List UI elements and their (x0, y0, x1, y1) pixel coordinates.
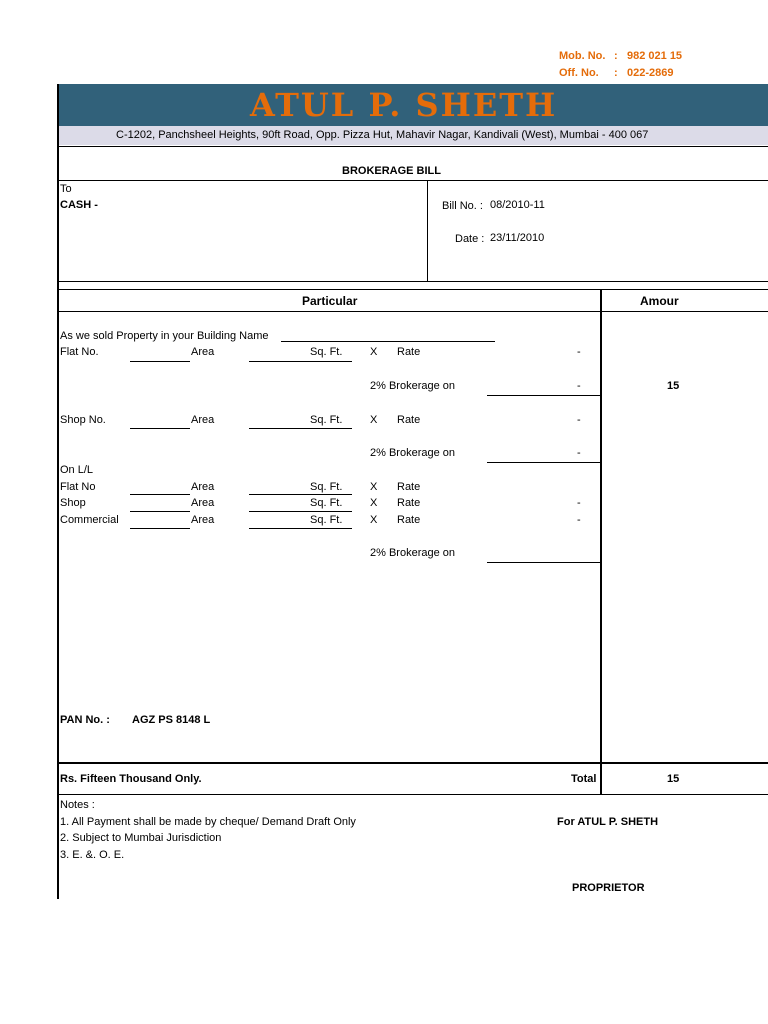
for-signatory: For ATUL P. SHETH (557, 816, 659, 828)
shop-area-label: Area (191, 414, 215, 426)
ll-shop-label: Shop (60, 497, 86, 509)
ll-flat-rate-label: Rate (397, 481, 421, 493)
ll-flat-label: Flat No (60, 481, 96, 493)
shop-rate-value: - (577, 414, 581, 426)
amount-in-words: Rs. Fifteen Thousand Only. (60, 773, 202, 785)
ll-commercial-rate-label: Rate (397, 514, 421, 526)
pan-label: PAN No. : (60, 714, 110, 726)
note-item: 2. Subject to Mumbai Jurisdiction (60, 832, 222, 844)
divider-top (57, 146, 768, 147)
brokerage-line-3 (487, 562, 601, 563)
brokerage-line-1 (487, 395, 601, 396)
ll-flat-area-line (249, 494, 352, 495)
left-border (57, 84, 59, 899)
total-top (57, 762, 768, 764)
ll-commercial-x: X (370, 514, 378, 526)
divider-to-bill (427, 180, 428, 282)
flat-area-label: Area (191, 346, 215, 358)
brokerage-line-2 (487, 462, 601, 463)
ll-shop-area-label: Area (191, 497, 215, 509)
brokerage-value-1: - (577, 380, 581, 392)
ll-flat-no-line (130, 494, 190, 495)
flat-sqft-label: Sq. Ft. (310, 346, 343, 358)
flat-no-line (130, 361, 190, 362)
ll-shop-rate-label: Rate (397, 497, 421, 509)
ll-commercial-sqft-label: Sq. Ft. (310, 514, 343, 526)
to-label: To (60, 183, 72, 195)
brokerage-label-1: 2% Brokerage on (370, 380, 455, 392)
off-value: 022-2869 (627, 67, 674, 79)
shop-rate-label: Rate (397, 414, 421, 426)
business-name: ATUL P. SHETH (250, 86, 558, 124)
notes-title: Notes : (60, 799, 95, 811)
brokerage-label-3: 2% Brokerage on (370, 547, 455, 559)
shop-label: Shop No. (60, 414, 106, 426)
bill-no-label: Bill No. : (442, 200, 483, 212)
total-value: 15 (667, 773, 680, 785)
ll-shop-no-line (130, 511, 190, 512)
proprietor-label: PROPRIETOR (572, 882, 645, 894)
amount-header: Amour (640, 294, 679, 308)
date-value: 23/11/2010 (490, 232, 545, 244)
brokerage-label-2: 2% Brokerage on (370, 447, 455, 459)
flat-label: Flat No. (60, 346, 99, 358)
amount-value-1: 15 (667, 380, 680, 392)
ll-shop-x: X (370, 497, 378, 509)
total-label: Total (571, 773, 597, 785)
brokerage-value-2: - (577, 447, 581, 459)
off-label: Off. No. (559, 67, 599, 79)
table-header-bottom (57, 311, 768, 312)
business-address: C-1202, Panchsheel Heights, 90ft Road, Opp. Pizza Hut, Mahavir Nagar, Kandivali (West), Mumbai - 400 067 (116, 129, 649, 141)
flat-rate-label: Rate (397, 346, 421, 358)
ll-shop-rate-value: - (577, 497, 581, 509)
ll-commercial-no-line (130, 528, 190, 529)
ll-commercial-area-label: Area (191, 514, 215, 526)
note-item: 3. E. &. O. E. (60, 849, 125, 861)
to-name: CASH - (60, 199, 98, 211)
ll-commercial-area-line (249, 528, 352, 529)
ll-flat-sqft-label: Sq. Ft. (310, 481, 343, 493)
ll-shop-sqft-label: Sq. Ft. (310, 497, 343, 509)
shop-x: X (370, 414, 378, 426)
ll-commercial-rate-value: - (577, 514, 581, 526)
bill-title: BROKERAGE BILL (342, 165, 441, 177)
mob-sep: : (614, 50, 618, 62)
ll-commercial-label: Commercial (60, 514, 119, 526)
shop-area-line (249, 428, 352, 429)
ll-flat-area-label: Area (191, 481, 215, 493)
pan-value: AGZ PS 8148 L (132, 714, 211, 726)
off-sep: : (614, 67, 618, 79)
flat-area-line (249, 361, 352, 362)
date-label: Date : (455, 233, 485, 245)
shop-sqft-label: Sq. Ft. (310, 414, 343, 426)
amount-column-border (600, 289, 602, 795)
mob-value: 982 021 15 (627, 50, 683, 62)
divider-title (57, 180, 768, 181)
ll-shop-area-line (249, 511, 352, 512)
particular-header: Particular (302, 294, 358, 308)
shop-no-line (130, 428, 190, 429)
flat-rate-value: - (577, 346, 581, 358)
ll-flat-x: X (370, 481, 378, 493)
total-bottom (57, 794, 768, 795)
building-name-line (281, 341, 495, 342)
table-top (57, 289, 768, 290)
flat-x: X (370, 346, 378, 358)
divider-info (57, 281, 768, 282)
intro-text: As we sold Property in your Building Name (60, 330, 269, 342)
mob-label: Mob. No. (559, 50, 606, 62)
on-ll-label: On L/L (60, 464, 94, 476)
note-item: 1. All Payment shall be made by cheque/ Demand Draft Only (60, 816, 356, 828)
bill-no-value: 08/2010-11 (490, 199, 545, 211)
